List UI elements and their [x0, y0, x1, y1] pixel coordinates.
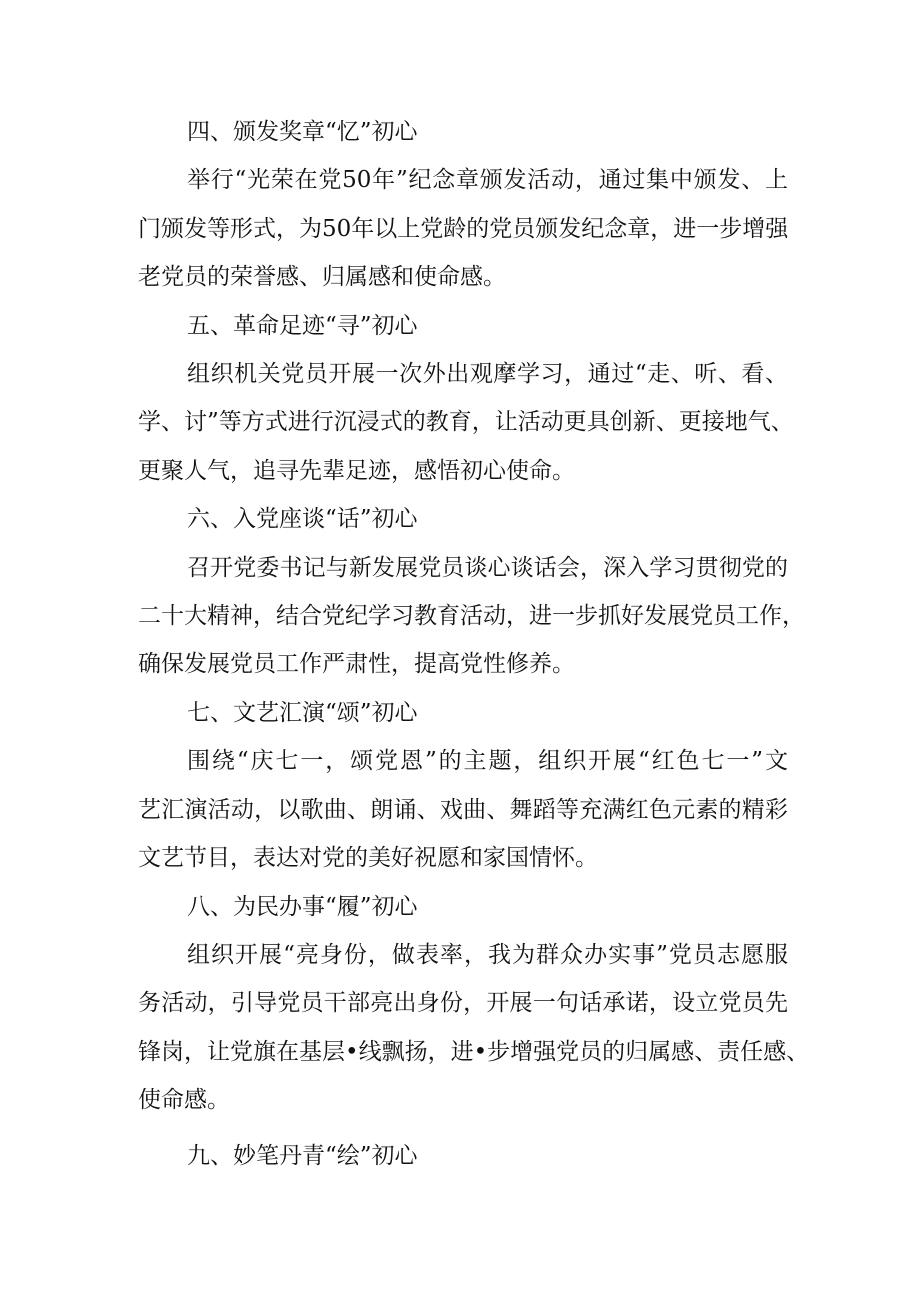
section-heading: 九、妙笔丹青“绘”初心 — [187, 1142, 418, 1169]
paragraph-gap — [138, 1125, 788, 1132]
section-9 — [138, 1132, 788, 1180]
paragraph-line: 学、讨”等方式进行沉浸式的教育，让活动更具创新、更接地气、 — [138, 409, 794, 436]
section-6 — [138, 495, 805, 689]
paragraph-line: 锋岗，让党旗在基层•线飘扬，进•步增强党员的归属感、责任感、 — [138, 1038, 810, 1065]
paragraph-line: 务活动，引导党员干部亮出身份，开展一句话承诺，设立党员先 — [138, 990, 788, 1017]
section-heading: 八、为民办事“履”初心 — [187, 893, 418, 920]
paragraph-line: 举行“光荣在党50年”纪念章颁发活动，通过集中颁发、上 — [187, 167, 788, 194]
section-heading: 六、入党座谈“话”初心 — [187, 506, 418, 533]
paragraph-line: 艺汇演活动，以歌曲、朗诵、戏曲、舞蹈等充满红色元素的精彩 — [138, 796, 788, 823]
section-heading: 五、革命足迹“寻”初心 — [187, 312, 418, 339]
paragraph-line: 组织开展“亮身份，做表率，我为群众办实事”党员志愿服 — [187, 941, 788, 968]
paragraph-line: 门颁发等形式，为50年以上党龄的党员颁发纪念章，进一步增强 — [138, 215, 789, 242]
section-heading: 四、颁发奖章“忆”初心 — [187, 119, 418, 145]
paragraph-line: 召开党委书记与新发展党员谈心谈话会，深入学习贯彻党的 — [187, 554, 788, 581]
section-7 — [138, 689, 788, 883]
section-heading: 七、文艺汇演“颂”初心 — [187, 699, 418, 726]
section-5 — [138, 302, 794, 496]
section-8 — [138, 883, 810, 1125]
section-4 — [138, 108, 788, 302]
document-page — [138, 108, 810, 1180]
paragraph-line: 确保发展党员工作严肃性，提高党性修养。 — [138, 651, 575, 678]
paragraph-line: 组织机关党员开展一次外出观摩学习，通过“走、听、看、 — [187, 361, 788, 388]
paragraph-line: 使命感。 — [138, 1087, 230, 1114]
paragraph-line: 更聚人气，追寻先辈足迹，感悟初心使命。 — [138, 457, 575, 484]
paragraph-line: 围绕“庆七一，颂党恩”的主题，组织开展“红色七一”文 — [187, 748, 788, 775]
paragraph-line: 二十大精神，结合党纪学习教育活动，进一步抓好发展党员工作， — [138, 603, 805, 630]
paragraph-line: 老党员的荣誉感、归属感和使命感。 — [138, 264, 506, 291]
paragraph-line: 文艺节目，表达对党的美好祝愿和家国情怀。 — [138, 845, 598, 872]
